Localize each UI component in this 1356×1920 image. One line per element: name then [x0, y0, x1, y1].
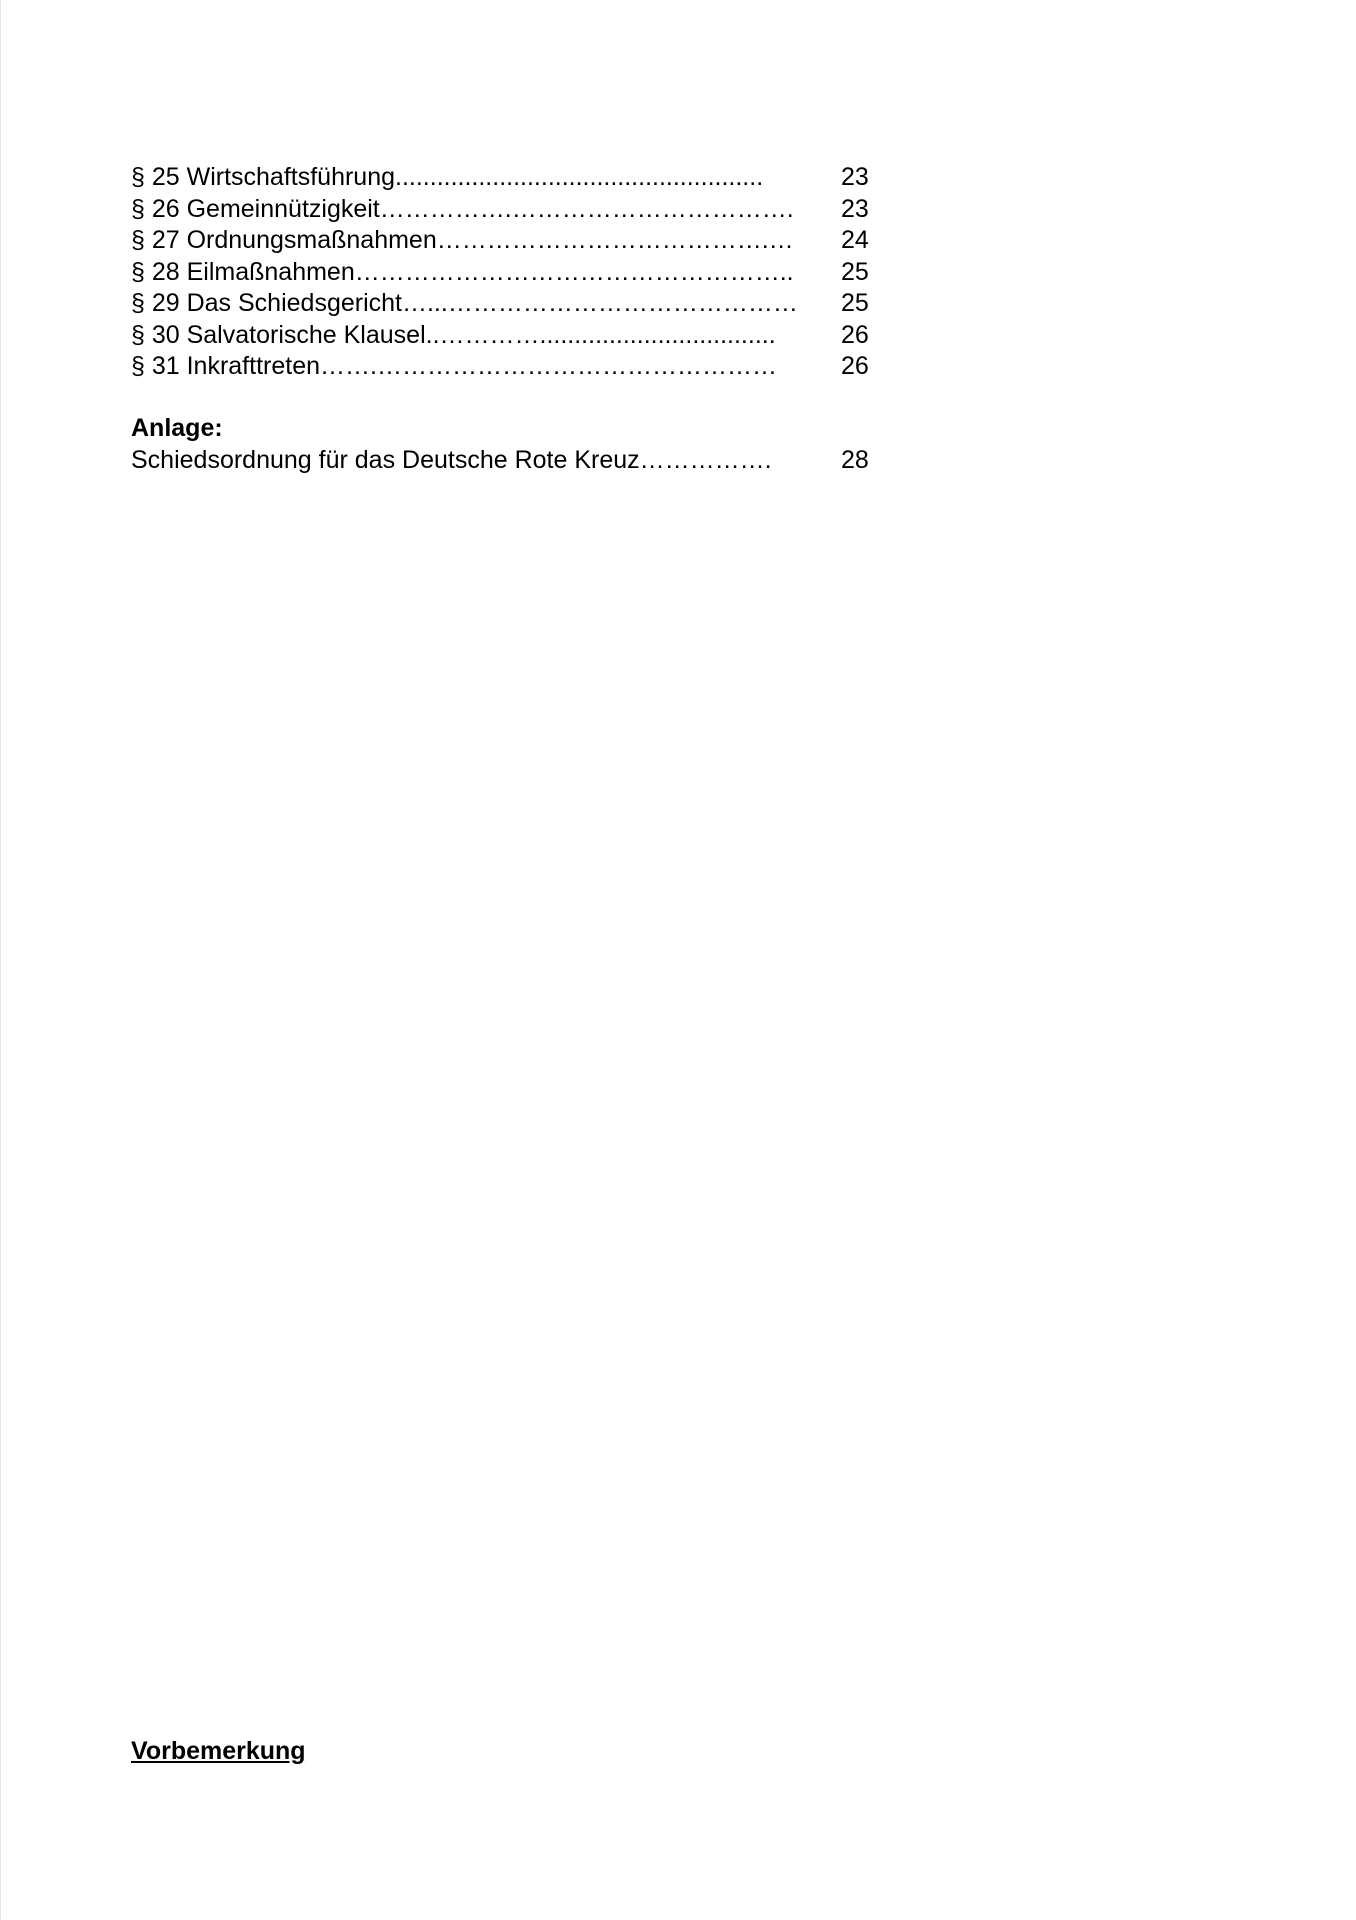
toc-page-number: 26 — [841, 320, 869, 349]
toc-entry-title: Schiedsordnung für das Deutsche Rote Kreuz……………. — [131, 445, 772, 474]
toc-entry-title: § 25 Wirtschaftsführung..................................................... — [131, 163, 764, 191]
toc-row — [131, 288, 891, 320]
toc-row — [131, 194, 891, 226]
toc-row — [131, 162, 891, 194]
toc-page-number: 23 — [841, 194, 869, 223]
toc-row — [131, 257, 891, 289]
toc-page-number: 26 — [841, 352, 869, 380]
toc-page-number: 25 — [841, 289, 869, 317]
toc-row — [131, 225, 891, 257]
appendix-heading: Anlage: — [131, 414, 223, 442]
toc-entry-title: § 31 Inkrafttreten…….………………………………………… — [131, 352, 777, 380]
toc-page-number: 28 — [841, 445, 869, 474]
toc-page-number: 24 — [841, 226, 869, 254]
toc-entry-title: § 26 Gemeinnützigkeit…………….……………………………. — [131, 194, 794, 223]
toc-page-number: 23 — [841, 163, 869, 191]
section-heading: Vorbemerkung — [131, 1737, 306, 1765]
toc-row — [131, 320, 891, 352]
toc-entry-title: § 28 Eilmaßnahmen…………………………………………….. — [131, 257, 794, 286]
appendix-block — [131, 413, 891, 476]
toc-entry-title: § 27 Ordnungsmaßnahmen………………………………….… — [131, 226, 794, 254]
toc-entry-title: § 29 Das Schiedsgericht…...…………………………………… — [131, 289, 798, 317]
toc-row — [131, 351, 891, 383]
toc-entry-title: § 30 Salvatorische Klausel..………….................................. — [131, 320, 776, 349]
toc-row — [131, 445, 891, 477]
toc-page-number: 25 — [841, 257, 869, 286]
table-of-contents — [131, 162, 891, 383]
